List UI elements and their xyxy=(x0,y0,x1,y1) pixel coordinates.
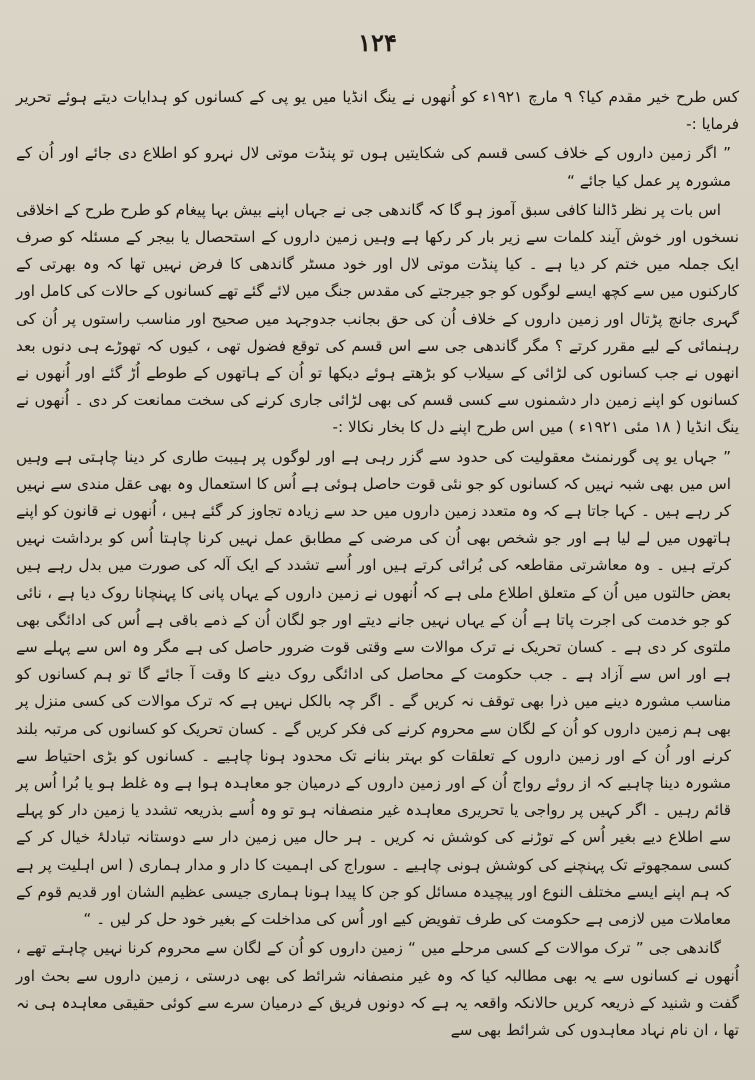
paragraph-commentary: اس بات پر نظر ڈالنا کافی سبق آموز ہو گا کہ گاندھی جی نے جہاں اپنے بیش بہا پیغام کو طرح طرح کے اخلاقی نسخوں اور خوش آیند کلمات سے زیر بار کر رکھا ہے وہیں زمین داروں کے استحصال یا بیجر کے مسئلہ کو صرف ایک جملہ میں ختم کر دیا ہے ۔ کیا پنڈت موتی لال اور خود مسٹر گاندھی کا فرض نہیں تھا کہ وہ بھرتی کے کارکنوں میں سے کچھ ایسے لوگوں کو جو جیرجتے کی مقدس جنگ میں لائے گئے تھے کسانوں کے حالات کی کامل اور گہری جانچ پڑتال اور زمین داروں کے خلاف اُن کی حق بجانب جدوجہد میں صحیح اور مناسب راستوں پر اُن کی رہنمائی کے لیے مقرر کرتے ؟ مگر گاندھی جی سے اس قسم کی توقع فضول تھی ، کیوں کہ تھوڑے ہی دنوں بعد انھوں نے جب کسانوں کی لڑائی کے سیلاب کو بڑھتے ہوئے دیکھا تو اُن کے ہاتھوں کے طوطے اُڑ گئے اور اُنھوں نے کسانوں کو اپنے زمین دار دشمنوں سے کسی قسم کی بھی لڑائی جاری کرنے کی سخت ممانعت کر دی ۔ اُنھوں نے ینگ انڈیا ( ۱۸ مئی ۱۹۲۱ء ) میں اس طرح اپنے دل کا بخار نکالا :- xyxy=(16,200,739,437)
page-body xyxy=(16,84,739,1046)
paragraph-quote-long: ” جہاں یو پی گورنمنٹ معقولیت کی حدود سے گزر رہی ہے اور لوگوں پر ہیبت طاری کر دینا چاہتی ہے وہیں اس میں بھی شبہ نہیں کہ کسانوں کو جو نئی قوت حاصل ہوئی ہے اُس کا استعمال وہ بھی عقل مندی سے نہیں کر رہے ہیں ۔ کہا جاتا ہے کہ وہ متعدد زمین داروں میں حد سے زیادہ تجاوز کر گئے ہیں ، اُنھوں نے قانون کو اپنے ہاتھوں میں لے لیا ہے اور جو شخص بھی اُن کی مرضی کے مطابق عمل نہیں کرنا چاہتا اُس کو برداشت نہیں کرتے ہیں ۔ وہ معاشرتی مقاطعہ کی بُرائی کرتے ہیں اور اُسے تشدد کے ایک آلہ کی صورت میں بدل رہے ہیں بعض حالتوں میں اُن کے متعلق اطلاع ملی ہے کہ اُنھوں نے زمین داروں کے یہاں پانی کا پہنچانا روک دیا ہے ، نائی کو جو خدمت کی اجرت پاتا ہے اُن کے یہاں نہیں جانے دیتے اور جو لگان اُن کے ذمے باقی ہے اُس کی ادائگی بھی ملتوی کر دی ہے ۔ کسان تحریک نے ترک موالات سے وقتی قوت ضرور حاصل کی ہے مگر وہ اس سے پہلے سے ہے اور اس سے آزاد ہے ۔ جب حکومت کے محاصل کی ادائگی روک دینے کا وقت آ جائے گا تو ہم کسانوں کو مناسب مشورہ دینے میں ذرا بھی توقف نہ کریں گے ۔ اگر چہ بالکل نہیں ہے کہ ترک موالات کی کسی منزل پر بھی ہم زمین داروں کو اُن کے لگان سے محروم کرنے کی فکر کریں گے ۔ کسان تحریک کو کسانوں کی مرتبہ بلند کرنے اور اُن کے اور زمین داروں کے تعلقات کو بہتر بنانے تک محدود ہونا چاہیے ۔ کسانوں کو بڑی احتیاط سے مشورہ دینا چاہیے کہ از روئے رواج اُن کے اور زمین داروں کے درمیان جو معاہدہ ہوا ہے وہ غلط ہو یا بُرا اُس پر قائم رہیں ۔ اگر کہیں پر رواجی یا تحریری معاہدہ غیر منصفانہ ہو تو وہ اُسے بذریعہ تشدد یا زمین دار کو پہلے سے اطلاع دیے بغیر اُس کے توڑنے کی کوشش نہ کریں ۔ ہر حال میں زمین دار سے دوستانہ تبادلۂ خیال کر کے کسی سمجھوتے تک پہنچنے کی کوشش ہونی چاہیے ۔ سوراج کی اہمیت کا دار و مدار ہماری ( اس اہلیت پر ہے کہ ہم اپنے ایسے مختلف النوع اور پیچیدہ مسائل کو جن کا پیدا ہونا ہماری جیسی عظیم الشان اور قدیم قوم کے معاملات میں لازمی ہے حکومت کی طرف تفویض کیے اور اُس کی مداخلت کے بغیر خود حل کر لیں ۔ “ xyxy=(16,447,731,929)
paragraph-quote-first: ” اگر زمین داروں کے خلاف کسی قسم کی شکایتیں ہوں تو پنڈت موتی لال نہرو کو اطلاع دی جائے اور اُن کے مشورہ پر عمل کیا جائے “ xyxy=(16,144,731,190)
page-number: ۱۲۴ xyxy=(358,28,397,57)
paragraph-intro: کس طرح خیر مقدم کیا؟ ۹ مارچ ۱۹۲۱ء کو اُنھوں نے ینگ انڈیا میں یو پی کے کسانوں کو ہدایات دیتے ہوئے تحریر فرمایا :- xyxy=(16,88,739,134)
paragraph-closing: گاندھی جی ” ترک موالات کے کسی مرحلے میں “ زمین داروں کو اُن کے لگان سے محروم کرنا نہیں چاہتے تھے ، اُنھوں نے کسانوں سے یہ بھی مطالبہ کیا کہ وہ غیر منصفانہ شرائط کی بھی درستی ، زمین داروں سے بحث اور گفت و شنید کے ذریعہ کریں حالانکہ واقعہ یہ ہے کہ دونوں فریق کے درمیان سرے سے کوئی حقیقی معاہدہ ہی نہ تھا ، ان نام نہاد معاہدوں کی شرائط بھی سے xyxy=(16,939,739,1039)
